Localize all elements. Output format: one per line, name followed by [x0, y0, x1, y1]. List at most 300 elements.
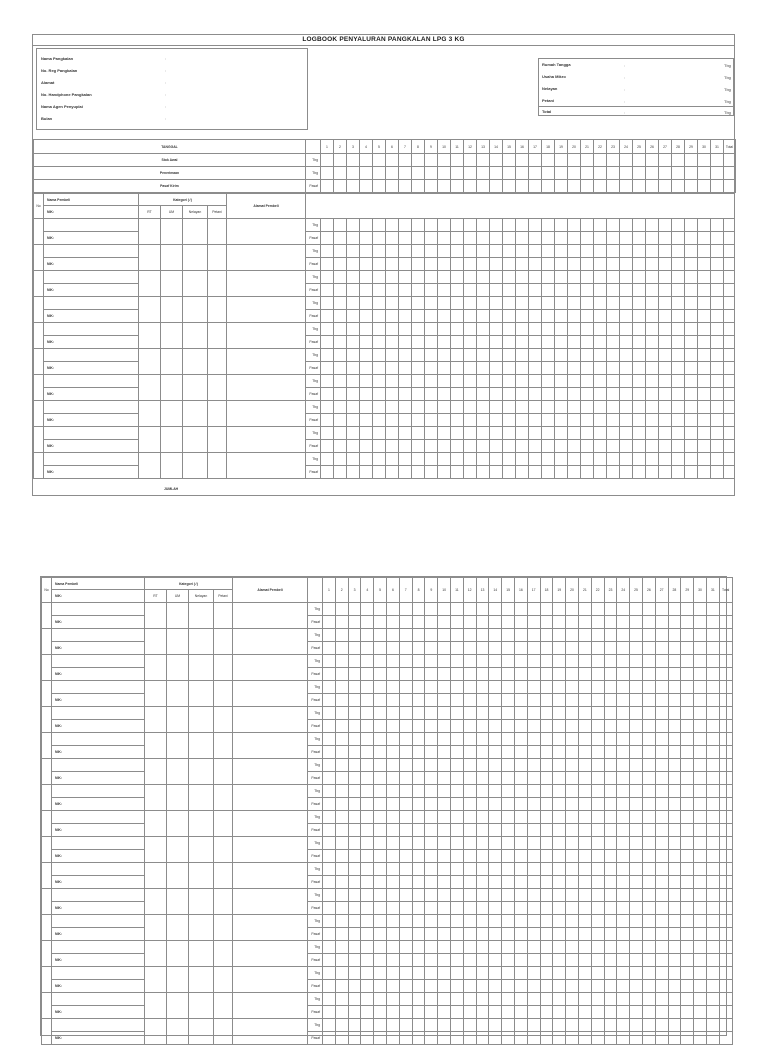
buyer-day-cell[interactable]: [668, 941, 681, 954]
buyer-day-cell[interactable]: [706, 746, 719, 759]
buyer-day-cell[interactable]: [646, 232, 659, 245]
buyer-day-cell[interactable]: [568, 297, 581, 310]
buyer-day-cell[interactable]: [335, 993, 348, 1006]
buyer-day-cell[interactable]: [591, 967, 604, 980]
buyer-day-cell[interactable]: [335, 876, 348, 889]
buyer-day-cell[interactable]: [711, 388, 724, 401]
buyer-day-cell[interactable]: [630, 629, 643, 642]
buyer-day-cell[interactable]: [387, 941, 400, 954]
buyer-day-cell[interactable]: [386, 232, 399, 245]
buyer-day-cell[interactable]: [323, 629, 336, 642]
buyer-day-cell[interactable]: [503, 466, 516, 479]
buyer-day-cell[interactable]: [386, 349, 399, 362]
buyer-alamat-cell[interactable]: [233, 837, 308, 863]
buyer-day-cell[interactable]: [542, 336, 555, 349]
buyer-day-cell[interactable]: [553, 902, 566, 915]
buyer-day-cell[interactable]: [681, 837, 694, 850]
buyer-day-cell[interactable]: [553, 616, 566, 629]
buyer-nik-cell[interactable]: NIK:: [44, 232, 139, 245]
buyer-day-cell[interactable]: [438, 271, 451, 284]
buyer-day-cell[interactable]: [581, 362, 594, 375]
buyer-day-cell[interactable]: [711, 440, 724, 453]
buyer-day-cell[interactable]: [323, 759, 336, 772]
buyer-day-cell[interactable]: [655, 928, 668, 941]
buyer-day-cell[interactable]: [681, 941, 694, 954]
buyer-day-cell[interactable]: [489, 915, 502, 928]
buyer-kategori-cell[interactable]: [183, 453, 208, 479]
buyer-day-cell[interactable]: [706, 980, 719, 993]
buyer-day-cell[interactable]: [490, 388, 503, 401]
buyer-no-cell[interactable]: [34, 427, 44, 453]
buyer-day-cell[interactable]: [646, 310, 659, 323]
buyer-day-cell[interactable]: [668, 824, 681, 837]
buyer-day-cell[interactable]: [425, 414, 438, 427]
buyer-day-cell[interactable]: [373, 271, 386, 284]
buyer-day-cell[interactable]: [724, 323, 735, 336]
buyer-alamat-cell[interactable]: [227, 245, 306, 271]
buyer-day-cell[interactable]: [489, 837, 502, 850]
buyer-day-cell[interactable]: [464, 245, 477, 258]
buyer-day-cell[interactable]: [578, 759, 591, 772]
stock-cell[interactable]: [685, 167, 698, 180]
buyer-day-cell[interactable]: [540, 629, 553, 642]
buyer-day-cell[interactable]: [694, 694, 707, 707]
buyer-day-cell[interactable]: [578, 785, 591, 798]
buyer-day-cell[interactable]: [553, 1006, 566, 1019]
buyer-day-cell[interactable]: [604, 941, 617, 954]
buyer-day-cell[interactable]: [489, 720, 502, 733]
buyer-day-cell[interactable]: [464, 427, 477, 440]
buyer-day-cell[interactable]: [655, 629, 668, 642]
buyer-day-cell[interactable]: [514, 876, 527, 889]
buyer-day-cell[interactable]: [555, 219, 568, 232]
buyer-day-cell[interactable]: [540, 668, 553, 681]
buyer-day-cell[interactable]: [476, 941, 489, 954]
buyer-day-cell[interactable]: [529, 440, 542, 453]
buyer-day-cell[interactable]: [566, 733, 579, 746]
buyer-kategori-cell[interactable]: [183, 401, 208, 427]
buyer-day-cell[interactable]: [323, 733, 336, 746]
buyer-day-cell[interactable]: [591, 928, 604, 941]
buyer-day-cell[interactable]: [685, 401, 698, 414]
buyer-day-cell[interactable]: [412, 284, 425, 297]
buyer-day-cell[interactable]: [685, 362, 698, 375]
buyer-day-cell[interactable]: [527, 642, 540, 655]
buyer-day-cell[interactable]: [374, 811, 387, 824]
buyer-day-cell[interactable]: [438, 440, 451, 453]
buyer-day-cell[interactable]: [659, 297, 672, 310]
buyer-day-cell[interactable]: [489, 1019, 502, 1032]
buyer-day-cell[interactable]: [374, 824, 387, 837]
buyer-day-cell[interactable]: [719, 772, 732, 785]
buyer-day-cell[interactable]: [706, 642, 719, 655]
buyer-day-cell[interactable]: [527, 655, 540, 668]
buyer-day-cell[interactable]: [694, 1032, 707, 1045]
buyer-day-cell[interactable]: [451, 245, 464, 258]
buyer-day-cell[interactable]: [476, 733, 489, 746]
buyer-day-cell[interactable]: [642, 668, 655, 681]
buyer-day-cell[interactable]: [698, 349, 711, 362]
buyer-day-cell[interactable]: [361, 941, 374, 954]
buyer-day-cell[interactable]: [335, 1019, 348, 1032]
buyer-alamat-cell[interactable]: [227, 401, 306, 427]
buyer-day-cell[interactable]: [361, 772, 374, 785]
buyer-day-cell[interactable]: [581, 336, 594, 349]
buyer-day-cell[interactable]: [555, 375, 568, 388]
buyer-day-cell[interactable]: [347, 258, 360, 271]
buyer-day-cell[interactable]: [542, 453, 555, 466]
buyer-day-cell[interactable]: [617, 980, 630, 993]
buyer-day-cell[interactable]: [425, 336, 438, 349]
buyer-day-cell[interactable]: [540, 993, 553, 1006]
buyer-day-cell[interactable]: [591, 668, 604, 681]
buyer-day-cell[interactable]: [698, 336, 711, 349]
buyer-no-cell[interactable]: [42, 915, 52, 941]
buyer-day-cell[interactable]: [566, 616, 579, 629]
buyer-day-cell[interactable]: [581, 349, 594, 362]
buyer-day-cell[interactable]: [323, 850, 336, 863]
buyer-day-cell[interactable]: [373, 362, 386, 375]
buyer-day-cell[interactable]: [335, 850, 348, 863]
buyer-day-cell[interactable]: [604, 850, 617, 863]
buyer-day-cell[interactable]: [425, 284, 438, 297]
stock-cell[interactable]: [568, 167, 581, 180]
buyer-day-cell[interactable]: [399, 284, 412, 297]
buyer-day-cell[interactable]: [348, 642, 361, 655]
stock-cell[interactable]: [542, 180, 555, 193]
buyer-day-cell[interactable]: [399, 902, 412, 915]
buyer-day-cell[interactable]: [529, 336, 542, 349]
buyer-day-cell[interactable]: [724, 375, 735, 388]
buyer-day-cell[interactable]: [387, 902, 400, 915]
buyer-day-cell[interactable]: [438, 1006, 451, 1019]
stock-cell[interactable]: [620, 167, 633, 180]
buyer-day-cell[interactable]: [323, 824, 336, 837]
stock-cell[interactable]: [555, 180, 568, 193]
buyer-kategori-cell[interactable]: [189, 707, 214, 733]
buyer-day-cell[interactable]: [489, 850, 502, 863]
buyer-day-cell[interactable]: [719, 993, 732, 1006]
buyer-day-cell[interactable]: [361, 993, 374, 1006]
buyer-day-cell[interactable]: [706, 733, 719, 746]
buyer-day-cell[interactable]: [681, 824, 694, 837]
buyer-day-cell[interactable]: [527, 863, 540, 876]
buyer-day-cell[interactable]: [451, 668, 464, 681]
buyer-day-cell[interactable]: [529, 297, 542, 310]
buyer-day-cell[interactable]: [451, 616, 464, 629]
buyer-day-cell[interactable]: [374, 720, 387, 733]
buyer-day-cell[interactable]: [489, 811, 502, 824]
buyer-day-cell[interactable]: [630, 694, 643, 707]
buyer-day-cell[interactable]: [373, 323, 386, 336]
buyer-day-cell[interactable]: [412, 427, 425, 440]
buyer-day-cell[interactable]: [348, 889, 361, 902]
buyer-day-cell[interactable]: [334, 440, 347, 453]
stock-cell[interactable]: [685, 180, 698, 193]
buyer-day-cell[interactable]: [706, 863, 719, 876]
buyer-day-cell[interactable]: [527, 694, 540, 707]
buyer-day-cell[interactable]: [553, 642, 566, 655]
buyer-day-cell[interactable]: [399, 707, 412, 720]
buyer-day-cell[interactable]: [672, 414, 685, 427]
stock-cell[interactable]: [607, 167, 620, 180]
stock-cell[interactable]: [490, 167, 503, 180]
buyer-day-cell[interactable]: [527, 889, 540, 902]
buyer-day-cell[interactable]: [399, 941, 412, 954]
buyer-day-cell[interactable]: [374, 603, 387, 616]
buyer-day-cell[interactable]: [490, 258, 503, 271]
buyer-day-cell[interactable]: [607, 245, 620, 258]
buyer-day-cell[interactable]: [490, 232, 503, 245]
buyer-day-cell[interactable]: [655, 1019, 668, 1032]
buyer-day-cell[interactable]: [553, 928, 566, 941]
buyer-day-cell[interactable]: [323, 915, 336, 928]
buyer-day-cell[interactable]: [438, 811, 451, 824]
buyer-day-cell[interactable]: [724, 232, 735, 245]
buyer-day-cell[interactable]: [514, 785, 527, 798]
buyer-day-cell[interactable]: [685, 388, 698, 401]
buyer-day-cell[interactable]: [348, 1006, 361, 1019]
buyer-day-cell[interactable]: [719, 889, 732, 902]
buyer-day-cell[interactable]: [514, 863, 527, 876]
buyer-day-cell[interactable]: [681, 811, 694, 824]
buyer-day-cell[interactable]: [581, 310, 594, 323]
buyer-day-cell[interactable]: [555, 232, 568, 245]
buyer-day-cell[interactable]: [527, 1006, 540, 1019]
buyer-day-cell[interactable]: [642, 902, 655, 915]
buyer-day-cell[interactable]: [630, 733, 643, 746]
buyer-day-cell[interactable]: [412, 980, 425, 993]
buyer-day-cell[interactable]: [568, 401, 581, 414]
buyer-day-cell[interactable]: [514, 980, 527, 993]
stock-cell[interactable]: [425, 167, 438, 180]
buyer-day-cell[interactable]: [360, 284, 373, 297]
buyer-day-cell[interactable]: [655, 694, 668, 707]
buyer-day-cell[interactable]: [412, 668, 425, 681]
buyer-day-cell[interactable]: [646, 414, 659, 427]
buyer-day-cell[interactable]: [591, 733, 604, 746]
buyer-day-cell[interactable]: [578, 850, 591, 863]
buyer-day-cell[interactable]: [464, 271, 477, 284]
buyer-day-cell[interactable]: [633, 323, 646, 336]
buyer-nik-cell[interactable]: NIK:: [52, 876, 145, 889]
buyer-day-cell[interactable]: [668, 655, 681, 668]
buyer-day-cell[interactable]: [553, 707, 566, 720]
buyer-day-cell[interactable]: [399, 310, 412, 323]
buyer-day-cell[interactable]: [425, 603, 438, 616]
buyer-kategori-cell[interactable]: [145, 707, 167, 733]
buyer-day-cell[interactable]: [412, 232, 425, 245]
buyer-kategori-cell[interactable]: [161, 375, 183, 401]
buyer-day-cell[interactable]: [399, 297, 412, 310]
buyer-day-cell[interactable]: [655, 824, 668, 837]
buyer-day-cell[interactable]: [503, 362, 516, 375]
buyer-day-cell[interactable]: [620, 427, 633, 440]
buyer-day-cell[interactable]: [694, 954, 707, 967]
buyer-day-cell[interactable]: [540, 824, 553, 837]
buyer-day-cell[interactable]: [694, 603, 707, 616]
buyer-day-cell[interactable]: [719, 642, 732, 655]
buyer-day-cell[interactable]: [566, 824, 579, 837]
buyer-day-cell[interactable]: [516, 362, 529, 375]
buyer-day-cell[interactable]: [387, 876, 400, 889]
buyer-day-cell[interactable]: [335, 941, 348, 954]
buyer-day-cell[interactable]: [399, 928, 412, 941]
buyer-day-cell[interactable]: [540, 694, 553, 707]
buyer-day-cell[interactable]: [672, 349, 685, 362]
buyer-day-cell[interactable]: [617, 707, 630, 720]
buyer-day-cell[interactable]: [724, 427, 735, 440]
buyer-day-cell[interactable]: [348, 863, 361, 876]
buyer-day-cell[interactable]: [399, 414, 412, 427]
buyer-day-cell[interactable]: [568, 336, 581, 349]
buyer-day-cell[interactable]: [374, 681, 387, 694]
stock-cell[interactable]: [620, 180, 633, 193]
buyer-day-cell[interactable]: [527, 785, 540, 798]
buyer-day-cell[interactable]: [668, 681, 681, 694]
buyer-day-cell[interactable]: [489, 941, 502, 954]
buyer-day-cell[interactable]: [642, 811, 655, 824]
buyer-day-cell[interactable]: [540, 798, 553, 811]
buyer-day-cell[interactable]: [630, 889, 643, 902]
buyer-day-cell[interactable]: [568, 349, 581, 362]
buyer-day-cell[interactable]: [514, 694, 527, 707]
buyer-day-cell[interactable]: [698, 401, 711, 414]
buyer-day-cell[interactable]: [373, 336, 386, 349]
buyer-day-cell[interactable]: [672, 375, 685, 388]
buyer-day-cell[interactable]: [438, 980, 451, 993]
buyer-day-cell[interactable]: [503, 427, 516, 440]
buyer-day-cell[interactable]: [387, 1019, 400, 1032]
buyer-day-cell[interactable]: [374, 993, 387, 1006]
buyer-day-cell[interactable]: [374, 616, 387, 629]
buyer-kategori-cell[interactable]: [189, 785, 214, 811]
buyer-day-cell[interactable]: [581, 245, 594, 258]
buyer-day-cell[interactable]: [553, 1032, 566, 1045]
buyer-day-cell[interactable]: [463, 850, 476, 863]
buyer-day-cell[interactable]: [540, 681, 553, 694]
buyer-day-cell[interactable]: [581, 414, 594, 427]
buyer-name-cell[interactable]: [44, 219, 139, 232]
buyer-day-cell[interactable]: [555, 453, 568, 466]
buyer-day-cell[interactable]: [516, 336, 529, 349]
buyer-kategori-cell[interactable]: [208, 297, 227, 323]
buyer-day-cell[interactable]: [617, 811, 630, 824]
buyer-day-cell[interactable]: [591, 889, 604, 902]
buyer-day-cell[interactable]: [412, 850, 425, 863]
buyer-day-cell[interactable]: [694, 876, 707, 889]
buyer-day-cell[interactable]: [489, 681, 502, 694]
buyer-day-cell[interactable]: [348, 954, 361, 967]
buyer-day-cell[interactable]: [591, 811, 604, 824]
buyer-alamat-cell[interactable]: [227, 297, 306, 323]
buyer-day-cell[interactable]: [361, 850, 374, 863]
buyer-day-cell[interactable]: [334, 245, 347, 258]
buyer-day-cell[interactable]: [542, 232, 555, 245]
buyer-day-cell[interactable]: [412, 1019, 425, 1032]
buyer-day-cell[interactable]: [566, 1019, 579, 1032]
buyer-day-cell[interactable]: [553, 824, 566, 837]
buyer-day-cell[interactable]: [477, 401, 490, 414]
buyer-day-cell[interactable]: [503, 297, 516, 310]
stock-cell[interactable]: [633, 180, 646, 193]
buyer-day-cell[interactable]: [335, 759, 348, 772]
buyer-day-cell[interactable]: [655, 746, 668, 759]
buyer-day-cell[interactable]: [373, 245, 386, 258]
buyer-kategori-cell[interactable]: [139, 271, 161, 297]
buyer-day-cell[interactable]: [694, 720, 707, 733]
buyer-day-cell[interactable]: [451, 746, 464, 759]
buyer-day-cell[interactable]: [594, 375, 607, 388]
buyer-kategori-cell[interactable]: [214, 863, 233, 889]
buyer-day-cell[interactable]: [386, 271, 399, 284]
buyer-day-cell[interactable]: [502, 928, 515, 941]
buyer-day-cell[interactable]: [321, 323, 334, 336]
buyer-day-cell[interactable]: [540, 876, 553, 889]
buyer-day-cell[interactable]: [490, 245, 503, 258]
buyer-kategori-cell[interactable]: [189, 993, 214, 1019]
buyer-day-cell[interactable]: [489, 889, 502, 902]
buyer-day-cell[interactable]: [451, 362, 464, 375]
buyer-day-cell[interactable]: [347, 323, 360, 336]
buyer-kategori-cell[interactable]: [161, 323, 183, 349]
buyer-day-cell[interactable]: [594, 362, 607, 375]
buyer-day-cell[interactable]: [412, 889, 425, 902]
buyer-kategori-cell[interactable]: [145, 941, 167, 967]
buyer-day-cell[interactable]: [681, 863, 694, 876]
buyer-day-cell[interactable]: [646, 245, 659, 258]
buyer-day-cell[interactable]: [516, 245, 529, 258]
buyer-day-cell[interactable]: [633, 336, 646, 349]
buyer-day-cell[interactable]: [607, 453, 620, 466]
buyer-kategori-cell[interactable]: [167, 811, 189, 837]
buyer-day-cell[interactable]: [672, 336, 685, 349]
buyer-kategori-cell[interactable]: [167, 941, 189, 967]
buyer-kategori-cell[interactable]: [167, 603, 189, 629]
buyer-day-cell[interactable]: [321, 284, 334, 297]
buyer-day-cell[interactable]: [463, 746, 476, 759]
buyer-day-cell[interactable]: [321, 453, 334, 466]
buyer-day-cell[interactable]: [335, 902, 348, 915]
buyer-day-cell[interactable]: [633, 427, 646, 440]
buyer-kategori-cell[interactable]: [189, 1019, 214, 1045]
buyer-day-cell[interactable]: [374, 954, 387, 967]
buyer-day-cell[interactable]: [617, 850, 630, 863]
buyer-day-cell[interactable]: [321, 336, 334, 349]
buyer-day-cell[interactable]: [581, 271, 594, 284]
buyer-day-cell[interactable]: [463, 707, 476, 720]
buyer-no-cell[interactable]: [34, 349, 44, 375]
buyer-day-cell[interactable]: [681, 967, 694, 980]
buyer-day-cell[interactable]: [566, 837, 579, 850]
buyer-kategori-cell[interactable]: [145, 837, 167, 863]
buyer-day-cell[interactable]: [540, 603, 553, 616]
buyer-day-cell[interactable]: [681, 1019, 694, 1032]
buyer-day-cell[interactable]: [516, 297, 529, 310]
buyer-day-cell[interactable]: [438, 967, 451, 980]
buyer-alamat-cell[interactable]: [233, 603, 308, 629]
buyer-day-cell[interactable]: [516, 401, 529, 414]
buyer-day-cell[interactable]: [655, 603, 668, 616]
buyer-day-cell[interactable]: [335, 720, 348, 733]
buyer-kategori-cell[interactable]: [208, 219, 227, 245]
buyer-nik-cell[interactable]: NIK:: [44, 466, 139, 479]
buyer-day-cell[interactable]: [360, 271, 373, 284]
buyer-day-cell[interactable]: [591, 655, 604, 668]
buyer-day-cell[interactable]: [620, 349, 633, 362]
buyer-day-cell[interactable]: [591, 954, 604, 967]
buyer-day-cell[interactable]: [335, 798, 348, 811]
